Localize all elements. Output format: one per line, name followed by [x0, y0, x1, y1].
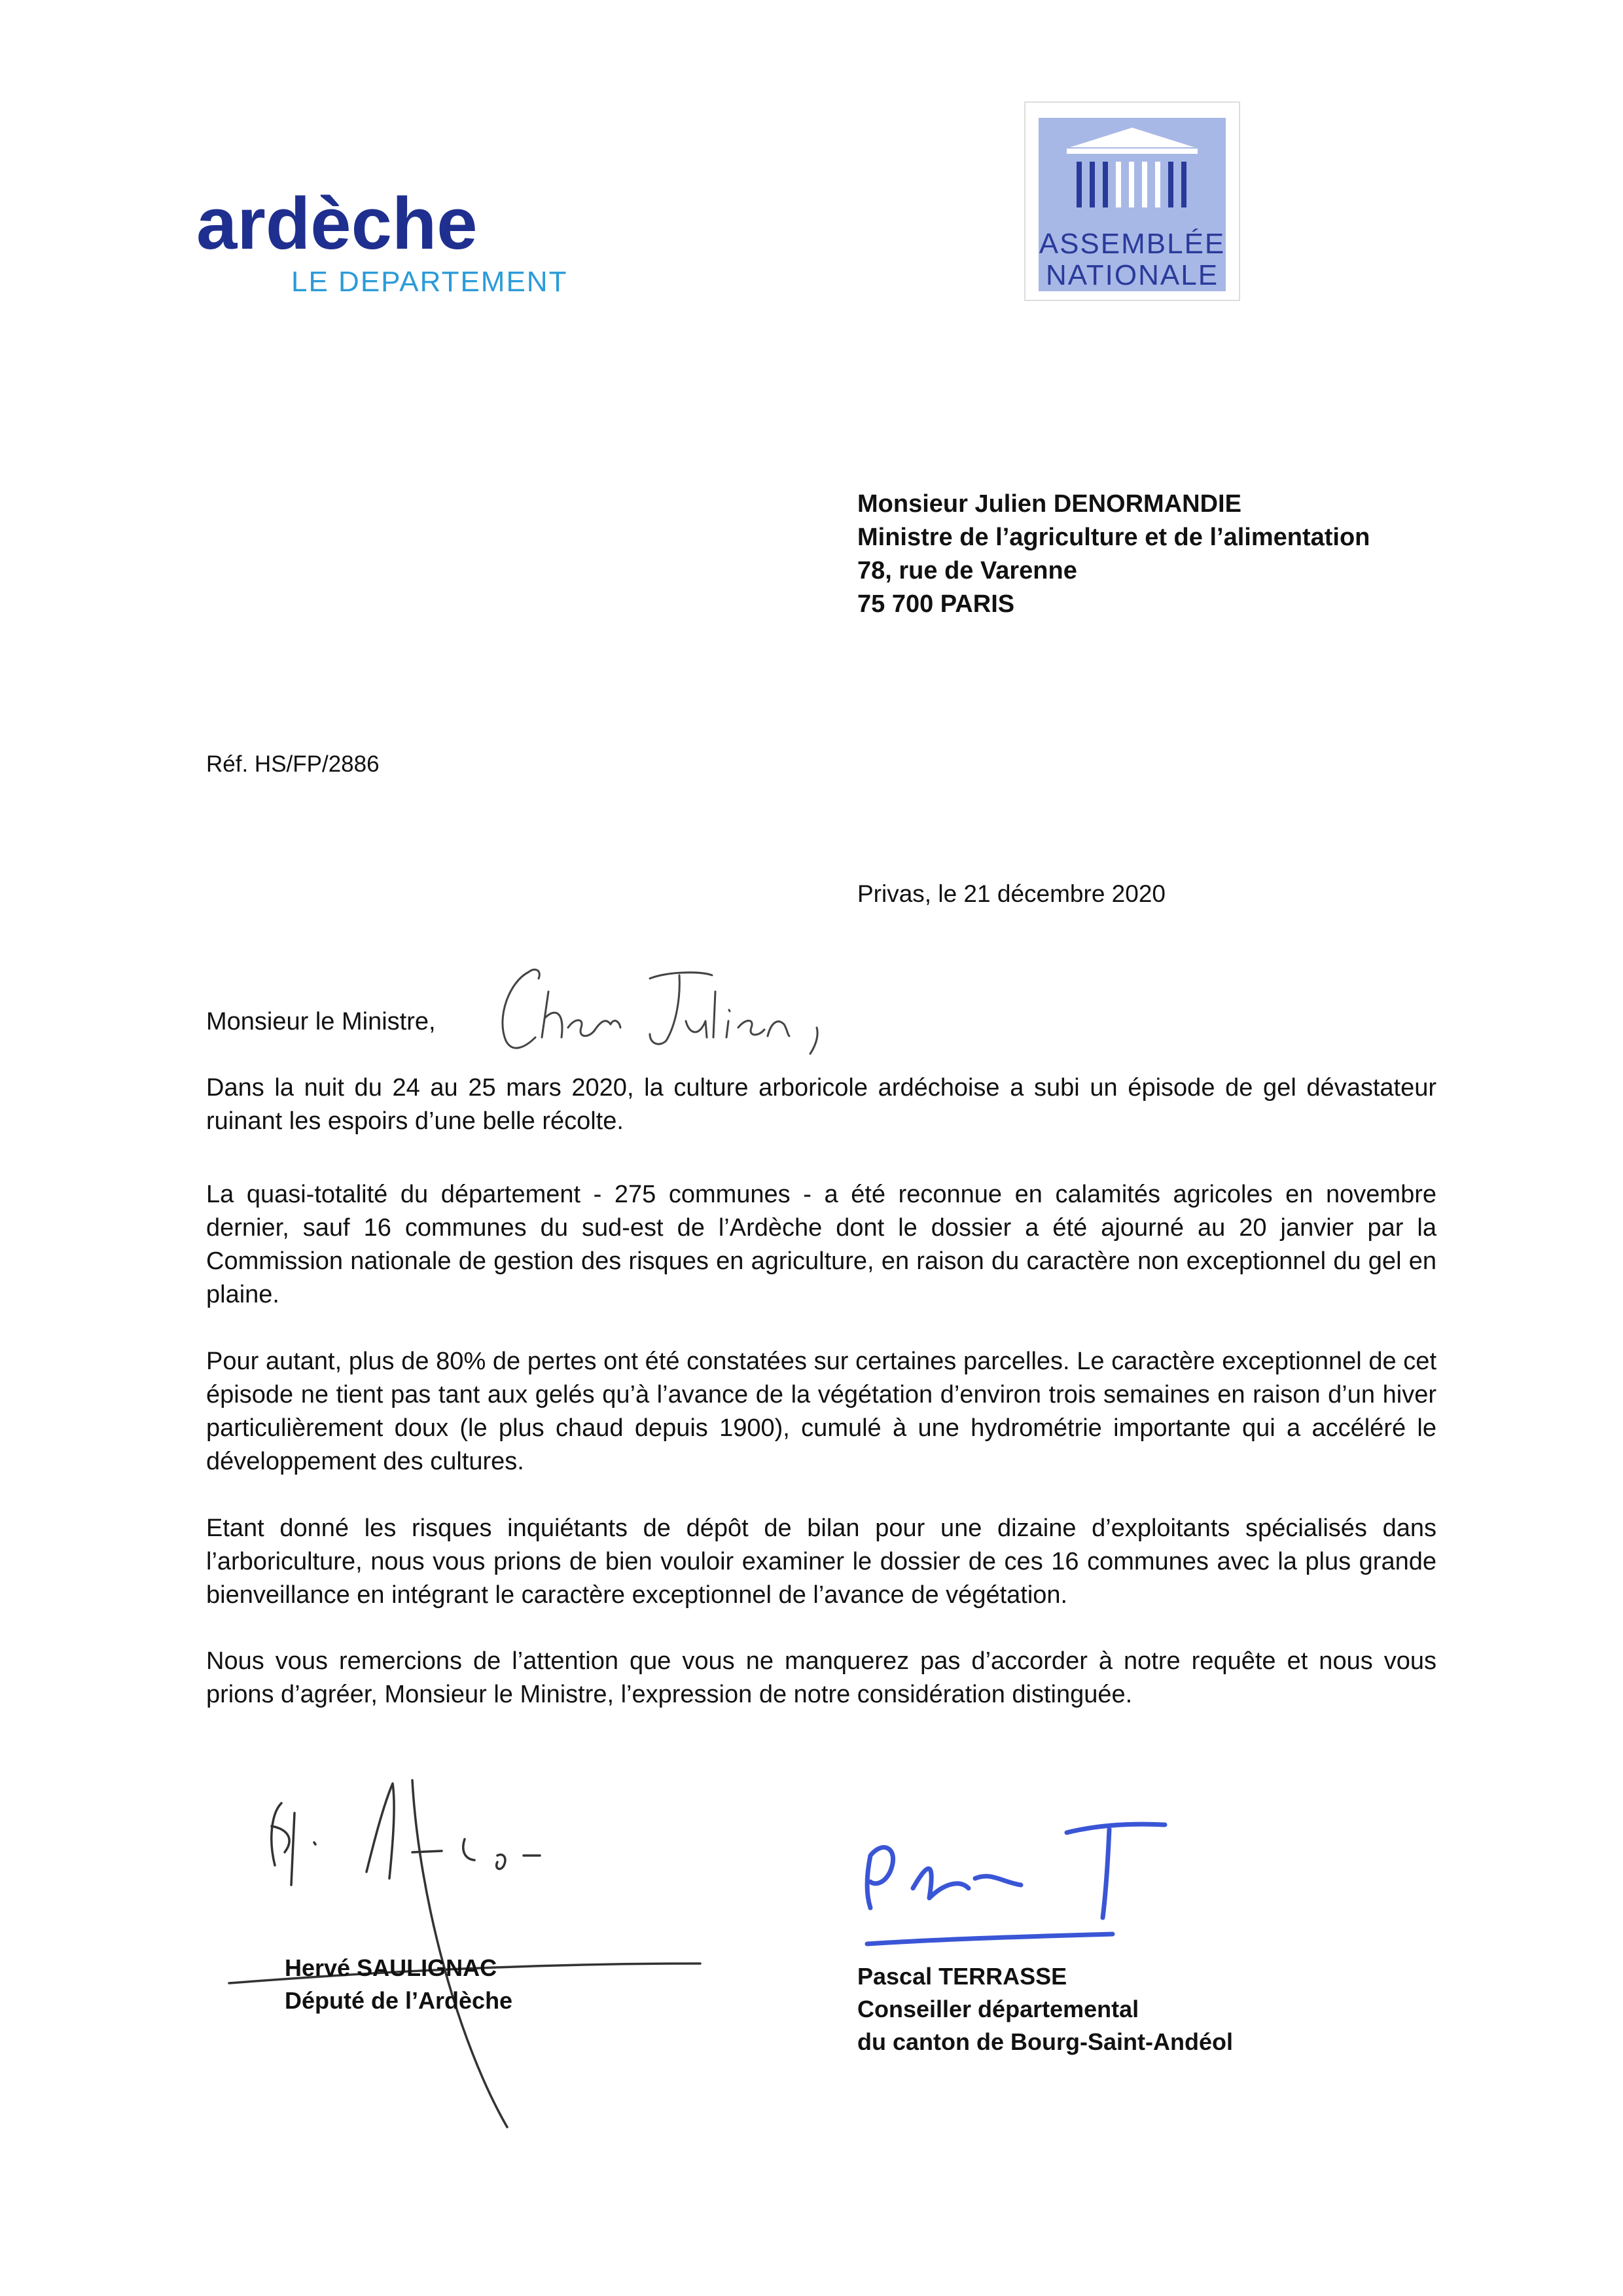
signature-saulignac [216, 1767, 726, 2134]
signer-saulignac-role: Député de l’Ardèche [285, 1987, 513, 2014]
ardeche-department-logo [196, 177, 602, 308]
body-paragraph-5: Nous vous remercions de l’attention que vous ne manquerez pas d’accorder à notre requête et nous vous prions d’agréer, Monsieur le Ministre, l’expression de notre considération distinguée. [206, 1647, 1436, 1708]
assembly-logo-line2: NATIONALE [1045, 259, 1219, 291]
signer-terrasse-name: Pascal TERRASSE [857, 1963, 1067, 1990]
assembly-logo-line1: ASSEMBLÉE [1039, 228, 1226, 260]
salutation: Monsieur le Ministre, [206, 1008, 436, 1035]
signer-terrasse-role-2: du canton de Bourg-Saint-Andéol [857, 2028, 1233, 2055]
ardeche-logo-wordmark: ardèche [196, 183, 478, 264]
date-line: Privas, le 21 décembre 2020 [857, 880, 1166, 907]
reference-line: Réf. HS/FP/2886 [206, 751, 380, 777]
assembly-columns-icon [1077, 162, 1186, 207]
signer-saulignac-name: Hervé SAULIGNAC [285, 1954, 497, 1981]
body-paragraph-3: Pour autant, plus de 80% de pertes ont été constatées sur certaines parcelles. Le caractère exceptionnel de cet épisode ne tient pas tant aux gelés qu’à l’avance de la végétation d’environ trois semaines en raison d’un hiver particulièrement doux (le plus chaud depuis 1900), cumulé à une hydrométrie importante qui a accéléré le développement des cultures. [206, 1348, 1436, 1475]
signature-terrasse [851, 1793, 1178, 1957]
recipient-block [857, 488, 1544, 621]
handwritten-greeting [490, 952, 843, 1060]
recipient-name: Monsieur Julien DENORMANDIE [857, 490, 1241, 518]
recipient-city: 75 700 PARIS [857, 590, 1015, 618]
body-paragraph-1: Dans la nuit du 24 au 25 mars 2020, la culture arboricole ardéchoise a subi un épisode de gel dévastateur ruinant les espoirs d’une belle récolte. [206, 1074, 1436, 1135]
recipient-street: 78, rue de Varenne [857, 557, 1077, 584]
ardeche-logo-subtitle: LE DEPARTEMENT [291, 266, 568, 298]
signer-terrasse-role-1: Conseiller départemental [857, 1996, 1139, 2022]
signer-terrasse [857, 1960, 1233, 2058]
assemblee-nationale-logo [1024, 101, 1240, 301]
signer-saulignac [285, 1952, 512, 2017]
body-paragraph-4: Etant donné les risques inquiétants de dépôt de bilan pour une dizaine d’exploitants spécialisés dans l’arboriculture, nous vous prions de bien vouloir examiner le dossier de ces 16 communes avec la plus grande bienveillance en intégrant le caractère exceptionnel de l’avance de végétation. [206, 1515, 1436, 1609]
body-paragraph-2: La quasi-totalité du département - 275 communes - a été reconnue en calamités agricoles en novembre dernier, sauf 16 communes du sud-est de l’Ardèche dont le dossier a été ajourné au 20 janvier par la Commission nationale de gestion des risques en agriculture, en raison du caractère non exceptionnel du gel en plaine. [206, 1181, 1436, 1308]
recipient-title: Ministre de l’agriculture et de l’alimentation [857, 524, 1370, 551]
